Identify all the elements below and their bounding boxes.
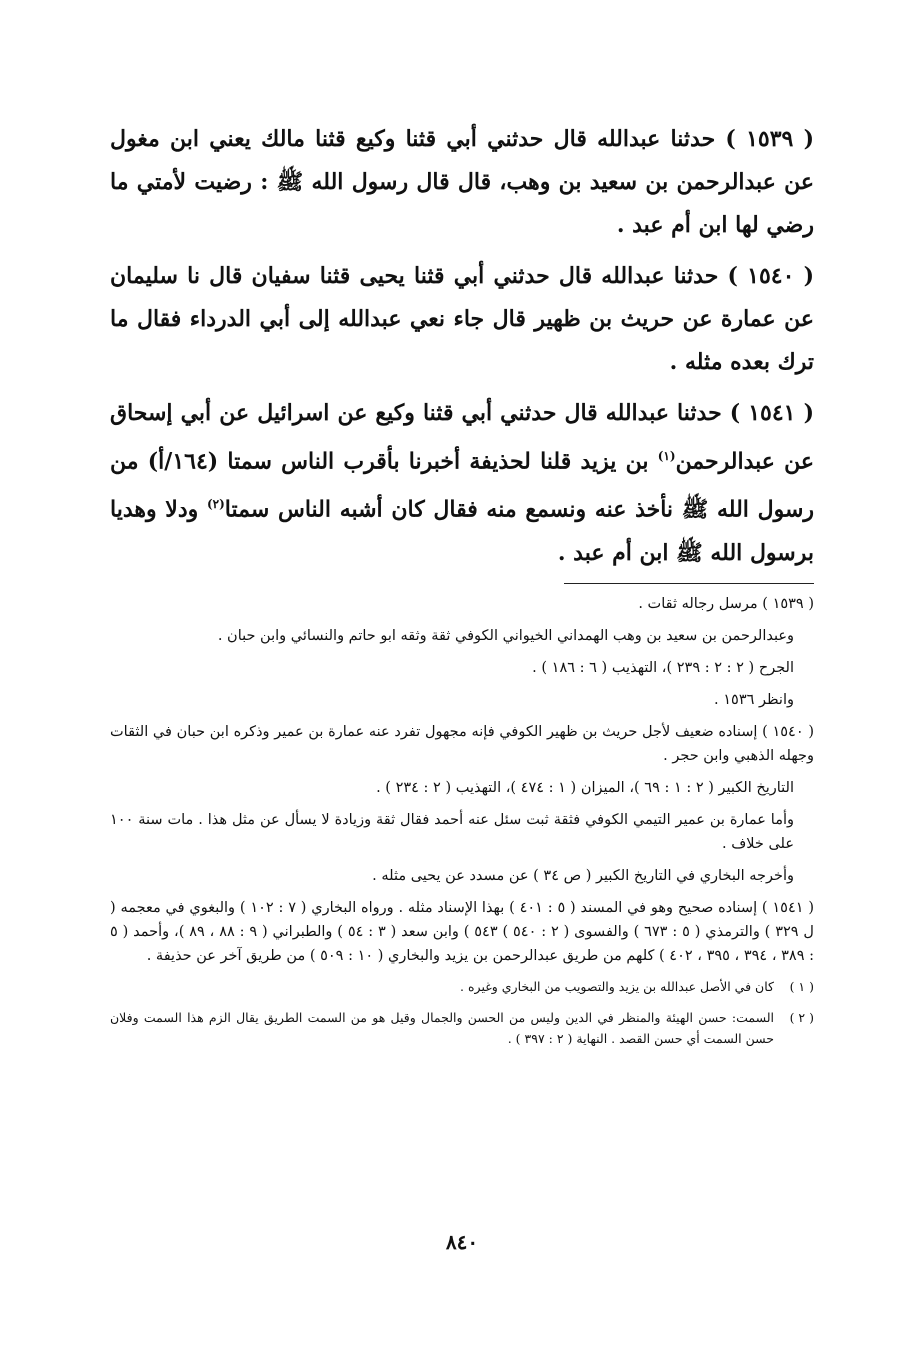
footnote-1540: ( ١٥٤٠ ) إسناده ضعيف لأجل حريث بن ظهير الكوفي فإنه مجهول تفرد عنه عمارة بن عمير وذكره ابن حبان في الثقات وجهله الذهبي وابن حجر . <box>110 723 814 764</box>
footnote-1541: ( ١٥٤١ ) إسناده صحيح وهو في المسند ( ٥ : ٤٠١ ) بهذا الإسناد مثله . ورواه البخاري ( ٧ : ١٠٢ ) والبغوي في معجمه ( ل ٣٢٩ ) والترمذي ( ٥ : ٦٧٣ ) والفسوى ( ٢ : ٥٤٠ ) ٥٤٣ ) وابن سعد ( ٣ : ٥٤ ) والطبراني ( ٩ : ٨٨ ، ٨٩ )، وأحمد ( ٥ : ٣٨٩ ، ٣٩٤ ، ٣٩٥ ، ٤٠٢ ) كلهم من طريق عبدالرحمن بن يزيد والبخاري ( ١٠ : ٥٠٩ ) من طريق آخر عن حذيفة . <box>110 899 814 964</box>
footnote-1539-see: وانظر ١٥٣٦ . <box>714 691 794 708</box>
hadith-1541-part-a: ( ١٥٤١ ) حدثنا عبدالله قال حدثني أبي قثنا وكيع عن اسرائيل عن أبي إسحاق عن عبدالرحمن <box>110 400 814 475</box>
hadith-1541-part-b: بن يزيد قلنا لحذيفة أخبرنا بأقرب الناس سمتا (١٦٤/أ) من رسول الله ﷺ نأخذ عنه ونسمع منه فقال كان أشبه الناس سمتا <box>110 448 814 523</box>
footnote-1540-bukhari: وأخرجه البخاري في التاريخ الكبير ( ص ٣٤ ) عن مسدد عن يحيى مثله . <box>372 867 794 884</box>
footnote-ref-2: (٢) <box>206 497 225 512</box>
hadith-1539: ( ١٥٣٩ ) حدثنا عبدالله قال حدثني أبي قثنا وكيع قثنا مالك يعني ابن مغول عن عبدالرحمن بن سعيد بن وهب، قال قال رسول الله ﷺ : رضيت لأمتي ما رضي لها ابن أم عبد . <box>110 126 814 238</box>
footnote-1539: ( ١٥٣٩ ) مرسل رجاله ثقات . <box>638 595 814 612</box>
note-2-text: السمت: حسن الهيئة والمنظر في الدين وليس من الحسن والجمال وقيل هو من السمت الطريق يقال الزم هذا السمت وفلان حسن السمت أي حسن القصد . النهاية ( ٢ : ٣٩٧ ) . <box>110 1009 774 1046</box>
hadith-1541 <box>110 392 814 575</box>
note-2-mark: ( ٢ ) <box>789 1009 814 1025</box>
hadith-1541-part-c: ودلا وهديا برسول الله ﷺ ابن أم عبد . <box>110 496 814 566</box>
note-1-text: كان في الأصل عبدالله بن يزيد والتصويب من البخاري وغيره . <box>460 978 774 994</box>
footnote-1540-refs: التاريخ الكبير ( ٢ : ١ : ٦٩ )، الميزان ( ١ : ٤٧٤ )، التهذيب ( ٢ : ٢٣٤ ) . <box>376 779 794 796</box>
page-body <box>110 118 814 1059</box>
margin-notes <box>110 976 814 1049</box>
note-1 <box>110 976 814 997</box>
note-2 <box>110 1007 814 1049</box>
footnotes <box>110 592 814 968</box>
footnote-1539-detail: وعبدالرحمن بن سعيد بن وهب الهمداني الخيواني الكوفي ثقة وثقه ابو حاتم والنسائي وابن حبان . <box>217 627 794 644</box>
footnote-ref-1: (١) <box>657 449 676 463</box>
note-1-mark: ( ١ ) <box>789 978 814 994</box>
page-number: ٨٤٠ <box>445 1230 479 1254</box>
footnote-separator <box>564 583 814 584</box>
footnote-1540-detail: وأما عمارة بن عمير التيمي الكوفي فثقة ثبت سئل عنه أحمد فقال ثقة وزيادة لا يسأل عن مثل هذا . مات سنة ١٠٠ على خلاف . <box>110 811 794 852</box>
footnote-1539-refs: الجرح ( ٢ : ٢ : ٢٣٩ )، التهذيب ( ٦ : ١٨٦ ) . <box>532 659 794 676</box>
hadith-1540: ( ١٥٤٠ ) حدثنا عبدالله قال حدثني أبي قثنا يحيى قثنا سفيان قال نا سليمان عن عمارة عن حريث بن ظهير قال جاء نعي عبدالله إلى أبي الدرداء فقال ما ترك بعده مثله . <box>110 263 814 375</box>
